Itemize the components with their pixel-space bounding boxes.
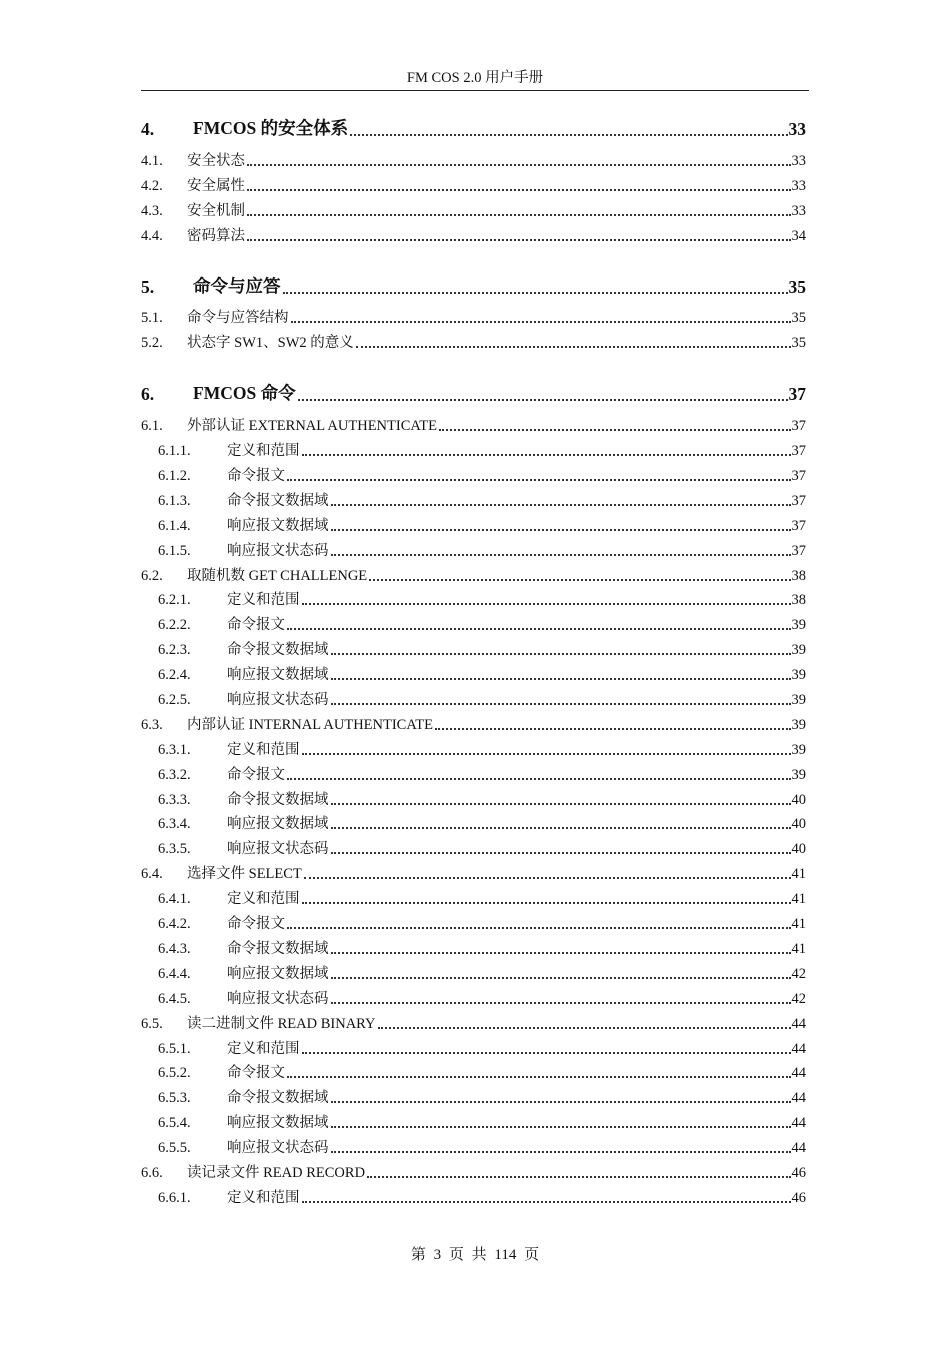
- toc-dot-leader: [287, 927, 791, 929]
- toc-subsection-entry[interactable]: [141, 687, 806, 712]
- toc-dot-leader: [350, 134, 787, 136]
- toc-entry-page: 39: [791, 667, 806, 684]
- toc-entry-page: 40: [791, 841, 806, 858]
- toc-entry-page: 37: [791, 492, 806, 509]
- toc-subsection-entry[interactable]: [141, 588, 806, 613]
- toc-entry-title: 内部认证 INTERNAL AUTHENTICATE: [187, 716, 433, 733]
- toc-dot-leader: [283, 292, 788, 294]
- toc-entry-page: 39: [791, 642, 806, 659]
- toc-subsection-entry[interactable]: [141, 737, 806, 762]
- toc-entry-page: 44: [791, 1015, 806, 1032]
- toc-dot-leader: [331, 827, 791, 829]
- toc-entry-number: 6.4.: [141, 866, 163, 883]
- toc-entry-page: 33: [791, 177, 806, 194]
- toc-entry-number: 6.5.3.: [158, 1090, 191, 1107]
- toc-entry-page: 37: [788, 384, 806, 405]
- toc-entry-title: FMCOS 的安全体系: [193, 118, 349, 138]
- toc-subsection-entry[interactable]: [141, 438, 806, 463]
- toc-entry-page: 39: [791, 692, 806, 709]
- toc-chapter-entry[interactable]: [141, 378, 806, 408]
- toc-section-entry[interactable]: [141, 173, 806, 198]
- toc-entry-title: 命令报文: [227, 916, 285, 933]
- toc-entry-title: 定义和范围: [227, 891, 300, 908]
- toc-entry-page: 44: [791, 1090, 806, 1107]
- document-title: FM COS 2.0 用户手册: [406, 70, 544, 86]
- toc-dot-leader: [435, 728, 791, 730]
- toc-entry-page: 35: [791, 335, 806, 352]
- toc-section-entry[interactable]: [141, 330, 806, 355]
- toc-entry-title: 命令报文: [227, 1065, 285, 1082]
- toc-subsection-entry[interactable]: [141, 986, 806, 1011]
- toc-entry-title: 响应报文状态码: [227, 692, 329, 709]
- toc-entry-page: 41: [791, 891, 806, 908]
- toc-entry-number: 6.6.1.: [158, 1189, 191, 1206]
- toc-dot-leader: [331, 1126, 791, 1128]
- toc-section-entry[interactable]: [141, 861, 806, 886]
- toc-subsection-entry[interactable]: [141, 612, 806, 637]
- toc-dot-leader: [331, 504, 791, 506]
- toc-entry-page: 38: [791, 567, 806, 584]
- toc-entry-number: 6.5.: [141, 1015, 163, 1032]
- toc-entry-title: 命令报文数据域: [227, 940, 329, 957]
- toc-dot-leader: [247, 214, 791, 216]
- toc-entry-number: 6.3.3.: [158, 791, 191, 808]
- toc-entry-page: 44: [791, 1065, 806, 1082]
- toc-entry-number: 6.2.1.: [158, 592, 191, 609]
- page-number-text: 第 3 页 共 114 页: [410, 1247, 540, 1263]
- toc-entry-number: 6.4.5.: [158, 990, 191, 1007]
- toc-entry-page: 46: [791, 1189, 806, 1206]
- toc-entry-page: 37: [791, 418, 806, 435]
- toc-entry-number: 6.4.4.: [158, 965, 191, 982]
- toc-entry-number: 5.: [141, 276, 155, 297]
- toc-subsection-entry[interactable]: [141, 538, 806, 563]
- toc-entry-number: 6.3.2.: [158, 766, 191, 783]
- toc-entry-number: 6.5.1.: [158, 1040, 191, 1057]
- toc-subsection-entry[interactable]: [141, 787, 806, 812]
- toc-entry-title: 命令与应答: [193, 275, 281, 296]
- toc-entry-page: 34: [791, 227, 806, 244]
- toc-entry-number: 4.1.: [141, 152, 163, 169]
- toc-dot-leader: [287, 1076, 791, 1078]
- toc-subsection-entry[interactable]: [141, 662, 806, 687]
- toc-subsection-entry[interactable]: [141, 1110, 806, 1135]
- toc-entry-number: 6.4.1.: [158, 891, 191, 908]
- toc-entry-page: 35: [791, 310, 806, 327]
- toc-dot-leader: [302, 902, 791, 904]
- toc-entry-title: 状态字 SW1、SW2 的意义: [187, 335, 354, 352]
- toc-entry-title: 响应报文数据域: [227, 517, 329, 534]
- toc-entry-title: 响应报文数据域: [227, 816, 329, 833]
- toc-entry-page: 33: [788, 119, 806, 139]
- toc-dot-leader: [304, 877, 791, 879]
- toc-entry-title: 命令报文: [227, 617, 285, 634]
- toc-dot-leader: [287, 778, 791, 780]
- toc-dot-leader: [302, 1052, 791, 1054]
- toc-dot-leader: [331, 1002, 791, 1004]
- toc-entry-page: 38: [791, 592, 806, 609]
- toc-dot-leader: [331, 977, 791, 979]
- toc-entry-title: 选择文件 SELECT: [187, 866, 302, 883]
- toc-entry-title: 安全状态: [187, 152, 245, 169]
- toc-entry-title: 响应报文状态码: [227, 1140, 329, 1157]
- toc-entry-number: 6.1.1.: [158, 443, 191, 460]
- toc-entry-page: 41: [791, 916, 806, 933]
- toc-entry-page: 40: [791, 791, 806, 808]
- toc-entry-number: 5.2.: [141, 335, 163, 352]
- toc-entry-title: 定义和范围: [227, 741, 300, 758]
- toc-dot-leader: [331, 803, 791, 805]
- toc-entry-number: 6.2.: [141, 567, 163, 584]
- toc-entry-page: 41: [791, 866, 806, 883]
- toc-entry-number: 5.1.: [141, 310, 163, 327]
- toc-entry-title: 响应报文数据域: [227, 965, 329, 982]
- toc-dot-leader: [298, 399, 788, 401]
- toc-subsection-entry[interactable]: [141, 463, 806, 488]
- toc-dot-leader: [331, 952, 791, 954]
- toc-dot-leader: [331, 703, 791, 705]
- toc-entry-number: 6.2.5.: [158, 692, 191, 709]
- toc-dot-leader: [287, 628, 791, 630]
- toc-dot-leader: [302, 454, 791, 456]
- toc-entry-number: 4.2.: [141, 177, 163, 194]
- toc-entry-number: 6.2.2.: [158, 617, 191, 634]
- toc-entry-number: 6.3.5.: [158, 841, 191, 858]
- toc-subsection-entry[interactable]: [141, 1085, 806, 1110]
- toc-entry-number: 6.1.4.: [158, 517, 191, 534]
- toc-dot-leader: [331, 678, 791, 680]
- toc-subsection-entry[interactable]: [141, 812, 806, 837]
- toc-entry-title: 响应报文数据域: [227, 667, 329, 684]
- toc-dot-leader: [302, 1201, 791, 1203]
- toc-entry-title: 定义和范围: [227, 1189, 300, 1206]
- toc-entry-number: 6.4.2.: [158, 916, 191, 933]
- toc-entry-title: 安全属性: [187, 177, 245, 194]
- toc-dot-leader: [302, 753, 791, 755]
- toc-subsection-entry[interactable]: [141, 836, 806, 861]
- toc-entry-number: 6.2.3.: [158, 642, 191, 659]
- toc-entry-title: 外部认证 EXTERNAL AUTHENTICATE: [187, 418, 437, 435]
- toc-entry-page: 41: [791, 940, 806, 957]
- toc-entry-title: 定义和范围: [227, 443, 300, 460]
- toc-chapter-entry[interactable]: [141, 113, 806, 143]
- toc-entry-title: 响应报文状态码: [227, 841, 329, 858]
- toc-subsection-entry[interactable]: [141, 1135, 806, 1160]
- toc-entry-title: 取随机数 GET CHALLENGE: [187, 567, 368, 584]
- toc-dot-leader: [331, 653, 791, 655]
- toc-section-entry[interactable]: [141, 413, 806, 438]
- toc-dot-leader: [439, 429, 791, 431]
- toc-subsection-entry[interactable]: [141, 936, 806, 961]
- toc-dot-leader: [331, 1101, 791, 1103]
- toc-entry-page: 39: [791, 617, 806, 634]
- toc-entry-title: 命令报文: [227, 468, 285, 485]
- toc-entry-number: 4.4.: [141, 227, 163, 244]
- toc-dot-leader: [331, 529, 791, 531]
- toc-entry-title: 响应报文数据域: [227, 1115, 329, 1132]
- toc-entry-number: 6.3.1.: [158, 741, 191, 758]
- toc-entry-page: 37: [791, 468, 806, 485]
- page-footer: [0, 1243, 950, 1264]
- toc-dot-leader: [291, 321, 791, 323]
- toc-entry-number: 6.1.: [141, 418, 163, 435]
- toc-entry-title: 命令与应答结构: [187, 310, 289, 327]
- toc-subsection-entry[interactable]: [141, 961, 806, 986]
- toc-dot-leader: [247, 239, 791, 241]
- toc-entry-page: 40: [791, 816, 806, 833]
- toc-entry-number: 6.4.3.: [158, 940, 191, 957]
- toc-subsection-entry[interactable]: [141, 1061, 806, 1086]
- toc-dot-leader: [369, 579, 790, 581]
- toc-entry-number: 6.2.4.: [158, 667, 191, 684]
- toc-entry-number: 4.: [141, 119, 155, 139]
- toc-entry-number: 6.5.2.: [158, 1065, 191, 1082]
- toc-entry-page: 42: [791, 965, 806, 982]
- toc-entry-number: 6.1.5.: [158, 542, 191, 559]
- toc-dot-leader: [367, 1176, 790, 1178]
- toc-subsection-entry[interactable]: [141, 513, 806, 538]
- toc-entry-number: 6.3.4.: [158, 816, 191, 833]
- toc-section-entry[interactable]: [141, 563, 806, 588]
- toc-subsection-entry[interactable]: [141, 637, 806, 662]
- toc-subsection-entry[interactable]: [141, 1036, 806, 1061]
- toc-section-entry[interactable]: [141, 306, 806, 331]
- toc-section-entry[interactable]: [141, 148, 806, 173]
- toc-entry-title: FMCOS 命令: [193, 383, 296, 404]
- toc-entry-number: 6.: [141, 384, 155, 405]
- toc-entry-title: 命令报文数据域: [227, 1090, 329, 1107]
- toc-entry-title: 安全机制: [187, 202, 245, 219]
- toc-dot-leader: [287, 479, 791, 481]
- toc-section-entry[interactable]: [141, 198, 806, 223]
- toc-entry-title: 响应报文状态码: [227, 542, 329, 559]
- toc-subsection-entry[interactable]: [141, 1185, 806, 1210]
- toc-section-entry[interactable]: [141, 1011, 806, 1036]
- toc-entry-page: 37: [791, 517, 806, 534]
- toc-entry-number: 6.6.: [141, 1164, 163, 1181]
- toc-entry-page: 39: [791, 741, 806, 758]
- toc-entry-number: 6.3.: [141, 716, 163, 733]
- toc-entry-page: 33: [791, 152, 806, 169]
- toc-section-entry[interactable]: [141, 1160, 806, 1185]
- toc-subsection-entry[interactable]: [141, 886, 806, 911]
- toc-entry-page: 37: [791, 542, 806, 559]
- toc-dot-leader: [247, 189, 791, 191]
- toc-entry-page: 39: [791, 766, 806, 783]
- toc-entry-number: 4.3.: [141, 202, 163, 219]
- toc-dot-leader: [356, 346, 791, 348]
- toc-entry-number: 6.1.3.: [158, 492, 191, 509]
- toc-entry-page: 37: [791, 443, 806, 460]
- page-header: [141, 68, 809, 91]
- toc-entry-title: 读记录文件 READ RECORD: [187, 1164, 366, 1181]
- toc-entry-page: 33: [791, 202, 806, 219]
- toc-entry-page: 44: [791, 1040, 806, 1057]
- toc-entry-title: 密码算法: [187, 227, 245, 244]
- toc-subsection-entry[interactable]: [141, 762, 806, 787]
- toc-dot-leader: [378, 1027, 791, 1029]
- toc-entry-title: 命令报文数据域: [227, 791, 329, 808]
- toc-entry-title: 定义和范围: [227, 592, 300, 609]
- table-of-contents: [141, 113, 806, 1210]
- toc-subsection-entry[interactable]: [141, 488, 806, 513]
- toc-entry-page: 42: [791, 990, 806, 1007]
- toc-section-entry[interactable]: [141, 712, 806, 737]
- toc-chapter-entry[interactable]: [141, 271, 806, 301]
- toc-entry-page: 44: [791, 1115, 806, 1132]
- toc-entry-page: 46: [791, 1164, 806, 1181]
- toc-entry-number: 6.5.5.: [158, 1140, 191, 1157]
- toc-dot-leader: [331, 852, 791, 854]
- toc-entry-title: 命令报文数据域: [227, 492, 329, 509]
- toc-entry-title: 定义和范围: [227, 1040, 300, 1057]
- toc-entry-title: 命令报文数据域: [227, 642, 329, 659]
- toc-entry-page: 35: [788, 276, 806, 297]
- toc-entry-number: 6.1.2.: [158, 468, 191, 485]
- toc-dot-leader: [247, 164, 791, 166]
- toc-dot-leader: [302, 603, 791, 605]
- toc-subsection-entry[interactable]: [141, 911, 806, 936]
- toc-dot-leader: [331, 1151, 791, 1153]
- toc-dot-leader: [331, 554, 791, 556]
- toc-entry-title: 命令报文: [227, 766, 285, 783]
- toc-section-entry[interactable]: [141, 223, 806, 248]
- toc-entry-number: 6.5.4.: [158, 1115, 191, 1132]
- toc-entry-page: 39: [791, 716, 806, 733]
- toc-entry-page: 44: [791, 1140, 806, 1157]
- toc-entry-title: 响应报文状态码: [227, 990, 329, 1007]
- toc-entry-title: 读二进制文件 READ BINARY: [187, 1015, 376, 1032]
